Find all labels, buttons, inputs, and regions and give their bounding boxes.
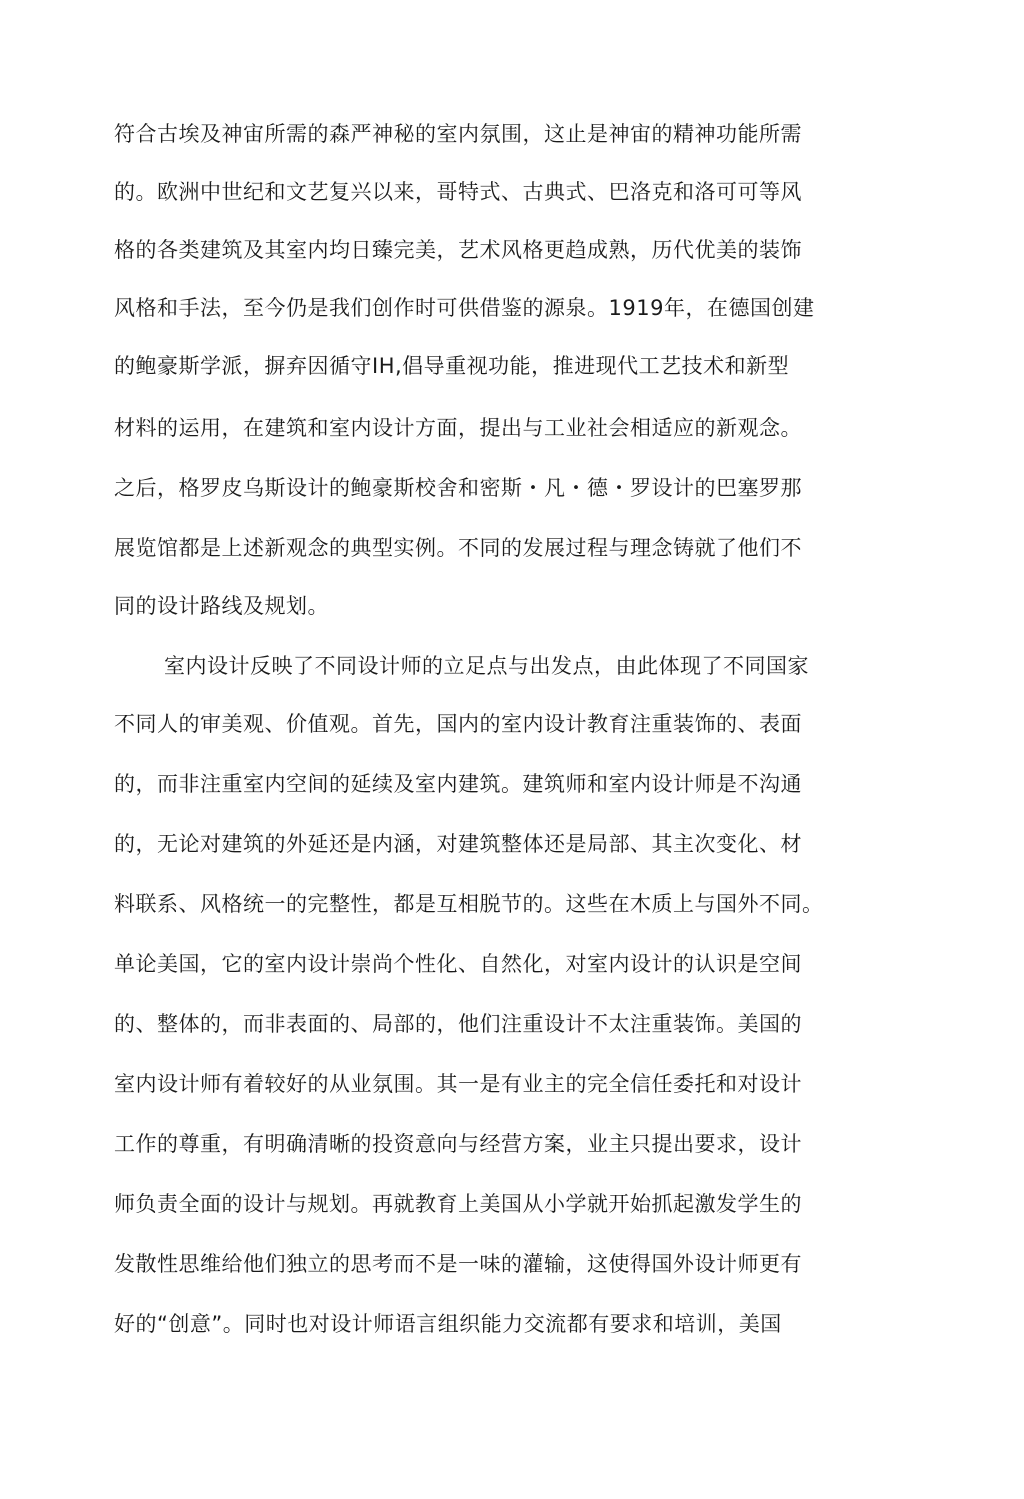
text-line: 材料的运用，在建筑和室内设计方面，提出与工业社会相适应的新观念。	[114, 416, 802, 440]
text-line: 风格和手法，至今仍是我们创作时可供借鉴的源泉。1919年，在德国创建	[114, 296, 815, 320]
text-line: 同的设计路线及规划。	[114, 594, 329, 618]
text-line: 的，而非注重室内空间的延续及室内建筑。建筑师和室内设计师是不沟通	[114, 772, 802, 796]
text-line: 格的各类建筑及其室内均日臻完美，艺术风格更趋成熟，历代优美的装饰	[114, 238, 802, 262]
text-line: 的，无论对建筑的外延还是内涵，对建筑整体还是局部、其主次变化、材	[114, 832, 802, 856]
text-line: 好的“创意”。同时也对设计师语言组织能力交流都有要求和培训，美国	[114, 1312, 782, 1336]
text-line: 室内设计师有着较好的从业氛围。其一是有业主的完全信任委托和对设计	[114, 1072, 802, 1096]
text-line: 符合古埃及神宙所需的森严神秘的室内氛围，这止是神宙的精神功能所需	[114, 122, 802, 146]
text-line: 料联系、风格统一的完整性，都是互相脱节的。这些在木质上与国外不同。	[114, 892, 824, 916]
text-line: 的。欧洲中世纪和文艺复兴以来，哥特式、古典式、巴洛克和洛可可等风	[114, 180, 802, 204]
text-line: 师负责全面的设计与规划。再就教育上美国从小学就开始抓起激发学生的	[114, 1192, 802, 1216]
text-line: 的鲍豪斯学派，摒弃因循守IH,倡导重视功能，推进现代工艺技术和新型	[114, 354, 790, 378]
text-line: 单论美国，它的室内设计崇尚个性化、自然化，对室内设计的认识是空间	[114, 952, 802, 976]
text-line: 展览馆都是上述新观念的典型实例。不同的发展过程与理念铸就了他们不	[114, 536, 802, 560]
text-line: 发散性思维给他们独立的思考而不是一味的灌输，这使得国外设计师更有	[114, 1252, 802, 1276]
text-line: 的、整体的，而非表面的、局部的，他们注重设计不太注重装饰。美国的	[114, 1012, 802, 1036]
text-line: 不同人的审美观、价值观。首先，国内的室内设计教育注重装饰的、表面	[114, 712, 802, 736]
text-line: 工作的尊重，有明确清晰的投资意向与经营方案，业主只提出要求，设计	[114, 1132, 802, 1156]
text-line: 之后，格罗皮乌斯设计的鲍豪斯校舍和密斯・凡・德・罗设计的巴塞罗那	[114, 476, 802, 500]
paragraph-first-line: 室内设计反映了不同设计师的立足点与出发点，由此体现了不同国家	[164, 654, 809, 678]
